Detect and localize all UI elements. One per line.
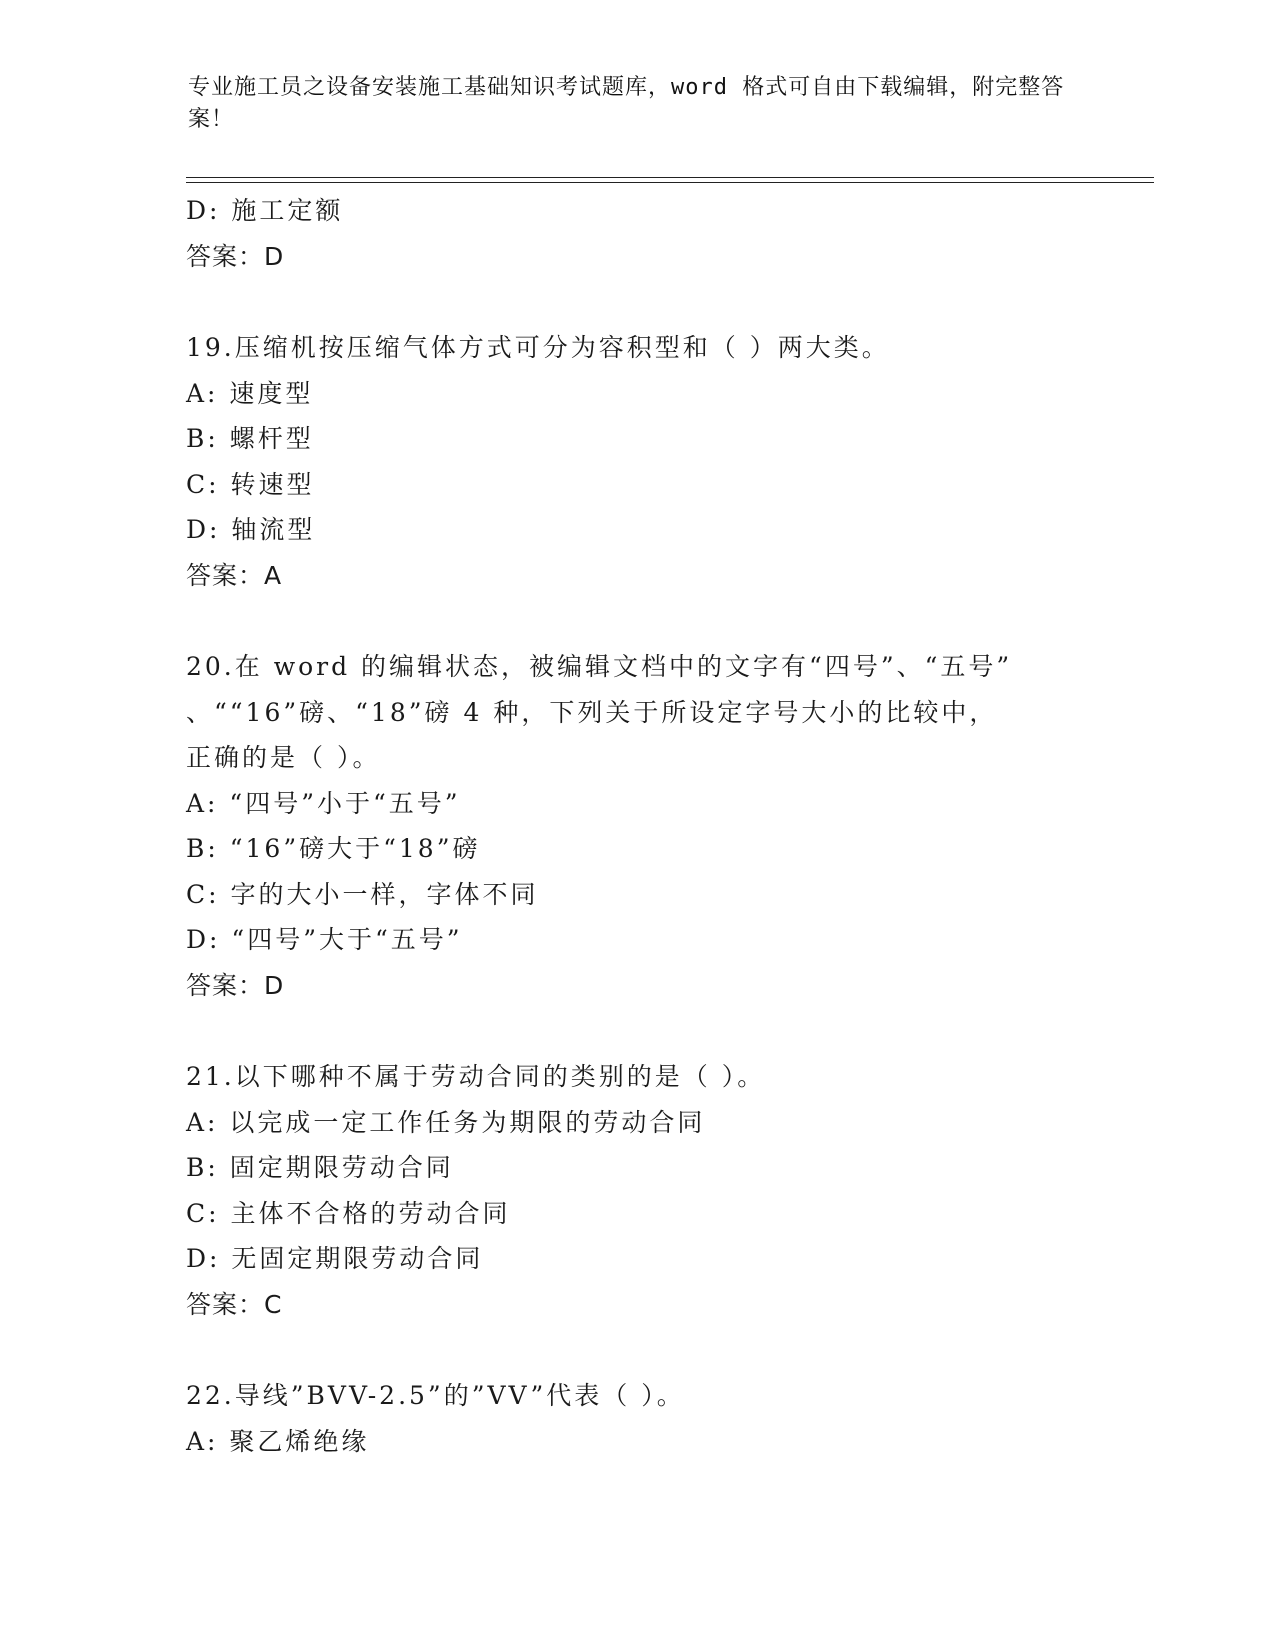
question-text: 19.压缩机按压缩气体方式可分为容积型和（ ）两大类。 <box>186 333 890 362</box>
question-text: 22.导线”BVV-2.5”的”VV”代表（ ）。 <box>186 1381 685 1410</box>
answer: 答案：D <box>186 970 285 1000</box>
option-c: C: 转速型 <box>186 469 315 499</box>
question-text-continued: 、““16”磅、“18”磅 4 种，下列关于所设定字号大小的比较中， <box>186 697 998 727</box>
spacer <box>186 598 1086 644</box>
option-b: B: 固定期限劳动合同 <box>186 1153 454 1182</box>
option-d: D: 无固定期限劳动合同 <box>186 1244 484 1273</box>
spacer <box>186 279 1086 325</box>
document-header: 专业施工员之设备安装施工基础知识考试题库，word 格式可自由下载编辑，附完整答案！ <box>188 75 1065 132</box>
option-d: D: 施工定额 <box>186 196 344 225</box>
document-body <box>186 188 1086 1464</box>
option-a: A: 速度型 <box>186 378 314 408</box>
spacer <box>186 1008 1086 1054</box>
header-divider <box>186 177 1154 178</box>
option-c: C: 字的大小一样，字体不同 <box>186 879 539 909</box>
option-d: D: “四号”大于“五号” <box>186 925 463 954</box>
question-text-continued: 正确的是（ ）。 <box>186 743 381 772</box>
option-a: A: 以完成一定工作任务为期限的劳动合同 <box>186 1107 706 1137</box>
question-text: 21.以下哪种不属于劳动合同的类别的是（ ）。 <box>186 1062 766 1091</box>
question-19 <box>186 325 1086 598</box>
question-20 <box>186 644 1086 1008</box>
option-a: A: 聚乙烯绝缘 <box>186 1426 370 1456</box>
answer: 答案：D <box>186 241 285 271</box>
option-b: B: 螺杆型 <box>186 424 314 453</box>
answer: 答案：A <box>186 560 283 590</box>
question-22 <box>186 1373 1086 1464</box>
spacer <box>186 1327 1086 1373</box>
question-text: 20.在 word 的编辑状态，被编辑文档中的文字有“四号”、“五号” <box>186 652 1013 681</box>
option-a: A: “四号”小于“五号” <box>186 788 461 818</box>
option-c: C: 主体不合格的劳动合同 <box>186 1198 511 1228</box>
option-d: D: 轴流型 <box>186 515 316 544</box>
header-divider-double <box>186 182 1154 183</box>
question-21 <box>186 1054 1086 1327</box>
option-b: B: “16”磅大于“18”磅 <box>186 834 481 863</box>
answer: 答案：C <box>186 1289 283 1319</box>
